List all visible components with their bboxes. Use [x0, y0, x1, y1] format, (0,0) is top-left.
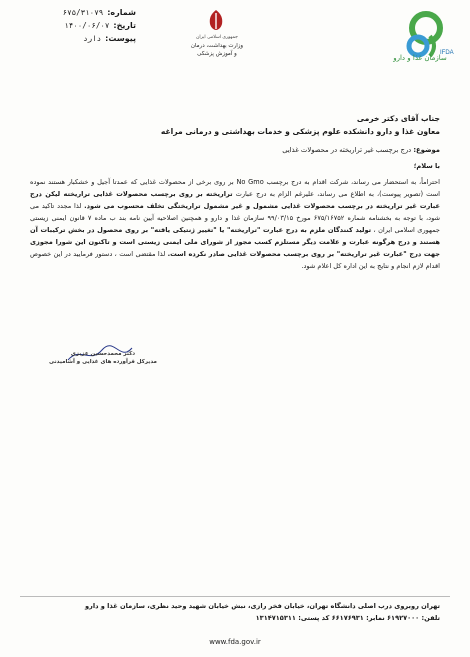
date-row — [26, 19, 136, 32]
signatory-name: دکتر محمدحسین عزیزی — [70, 351, 136, 357]
letter-meta — [26, 6, 136, 45]
subject-text: درج برچسب غیر تراریخته در محصولات غذایی — [282, 146, 412, 154]
paragraph-2-bold: تولید کنندگان ملزم به درج عبارت "تراریخته" یا "تغییر ژنتیکی یافته" بر روی محصول در بخش ترکیبات آن هستند و درج هرگونه عبارت و علامت دیگر مستلزم کسب مجوز از شورای ملی ایمنی زیستی است و تاکنون این شورا مجوزی جهت درج "عبارت غیر تراریخته" بر روی برچسب محصولات غذایی صادر نکرده است. — [30, 226, 440, 258]
number-label: شماره: — [107, 8, 136, 17]
paragraph-3-text: لذا مقتضی است ، دستور فرمایید در این خصوص اقدام لازم انجام و نتایج به این اداره کل اعلام شود. — [30, 250, 440, 270]
paragraph-1 — [30, 176, 440, 272]
letter-body — [30, 112, 440, 272]
paragraph-2-text: لذا مجدد تاکید می شود، با توجه به بخشنامه شماره ۶۷۵/۱۶۷۵۲ مورخ ۹۹/۰۳/۱۵ سازمان غذا و دارو و همچنین اصلاحیه آیین نامه بند ب ماده ۷ قانون ایمنی زیستی جمهوری اسلامی ایران ، — [30, 202, 441, 234]
addressee-title: معاون غذا و دارو دانشکده علوم پزشکی و خدمات بهداشتی و درمانی مراغه — [160, 127, 440, 136]
date-value: ۱۴۰۰/۰۶/۰۷ — [64, 21, 110, 30]
signature-block — [48, 350, 158, 366]
svg-text:IFDA: IFDA — [440, 50, 454, 56]
number-row — [26, 6, 136, 19]
greeting: با سلام؛ — [413, 162, 440, 170]
attachment-value: دارد — [83, 34, 102, 43]
ministry-block — [170, 34, 264, 58]
logo-caption: سازمان غذا و دارو — [393, 54, 447, 62]
republic-text: جمهوری اسلامی ایران — [196, 35, 238, 40]
footer-address: تهران روبروی درب اصلی دانشگاه تهران، خیابان فخر رازی، نبش خیابان شهید وحید نظری، سازمان غذا و دارو — [84, 602, 440, 610]
ministry-line2: و آموزش پزشکی — [197, 51, 237, 57]
date-label: تاریخ: — [113, 21, 136, 30]
attachment-row — [26, 32, 136, 45]
number-value: ۶۷۵/۳۱۰۷۹ — [62, 8, 104, 17]
paragraph-1-text: احتراماً، به استحضار می رساند، شرکت اقدام به درج برچسب No Gmo بر روی برخی از محصولات غذایی که عمدتا آجیل و خشکبار هستند نموده است (تصویر پیوست)، به اطلاع می رساند، علیرغم الزام به درج عبارت — [30, 178, 441, 198]
subject-line — [30, 144, 440, 156]
footer-divider — [20, 596, 450, 597]
paragraph-1-bold: تراریخته بر روی برچسب محصولات غذایی تراریخته لیکن درج عبارت غیر تراریخته در برچسب محصولات غذایی مشمول و غیر مشمول تراریختگی تخلف محسوب می شود. — [30, 190, 440, 210]
addressee: جناب آقای دکتر خرمی — [356, 114, 440, 123]
attachment-label: پیوست: — [105, 34, 136, 43]
footer — [20, 600, 440, 624]
footer-contact: تلفن: ۶۱۹۲۷۰۰۰ نمابر: ۶۶۱۷۶۹۳۱ کد پستی: ۱۳۱۴۷۱۵۳۱۱ — [255, 614, 440, 622]
emblem-icon — [205, 8, 227, 32]
signatory-title: مدیرکل فرآورده های غذایی و آشامیدنی — [49, 359, 157, 365]
subject-label: موضوع: — [413, 146, 440, 154]
ministry-line1: وزارت بهداشت، درمان — [190, 43, 244, 49]
website-link[interactable]: www.fda.gov.ir — [209, 638, 261, 646]
